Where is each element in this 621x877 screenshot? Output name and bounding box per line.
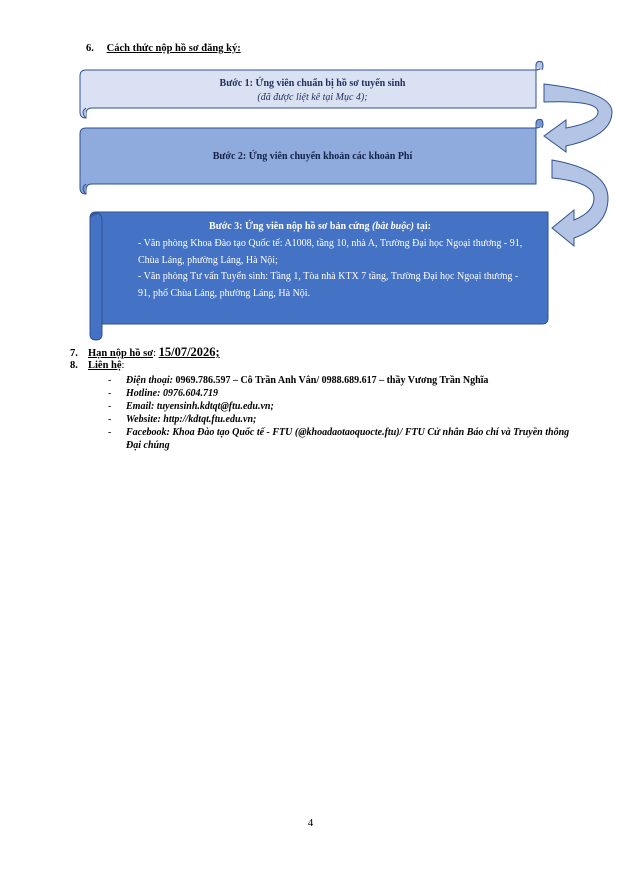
section-6-number: 6. xyxy=(86,43,94,54)
list-dash: - xyxy=(108,388,112,399)
contact-email xyxy=(108,400,578,413)
step-3-title-part-a: Bước 3: Ứng viên nộp hồ sơ bản cứng xyxy=(209,221,373,232)
facebook-text: Facebook: Khoa Đào tạo Quốc tế - FTU (@khoadaotaoquocte.ftu)/ FTU Cử nhân Báo chí và Truyền thông Đại chúng xyxy=(126,427,570,451)
list-dash: - xyxy=(108,375,112,386)
section-7-label: Hạn nộp hồ sơ xyxy=(88,348,154,359)
section-8-contact xyxy=(70,360,124,371)
phone-value: 0969.786.597 – Cô Trần Anh Vân/ 0988.689.617 – thầy Vương Trần Nghĩa xyxy=(172,375,489,386)
step-3-title xyxy=(100,220,540,234)
list-dash: - xyxy=(108,401,112,412)
step-1-title: Bước 1: Ứng viên chuẩn bị hồ sơ tuyển sinh xyxy=(219,78,406,89)
section-7-number: 7. xyxy=(70,348,78,359)
email-text: Email: tuyensinh.kdtqt@ftu.edu.vn; xyxy=(126,401,274,412)
contact-website xyxy=(108,413,578,426)
contact-hotline xyxy=(108,387,578,400)
curved-arrow-1-icon xyxy=(544,84,612,152)
step-3-text xyxy=(100,220,540,302)
section-6-title: Cách thức nộp hồ sơ đăng ký: xyxy=(106,43,241,54)
section-7-deadline xyxy=(70,345,220,360)
website-text: Website: http://kdtqt.ftu.edu.vn; xyxy=(126,414,257,425)
step-2-title: Bước 2: Ứng viên chuyển khoản các khoản Phí xyxy=(212,151,413,162)
step-3-title-part-c: tại: xyxy=(414,221,431,232)
step-1-text xyxy=(90,77,535,105)
contact-list xyxy=(108,374,578,452)
page-number: 4 xyxy=(307,817,314,829)
step-3-title-mandatory: (bắt buộc) xyxy=(372,221,414,232)
section-7-colon: : xyxy=(153,348,159,359)
curved-arrow-2-icon xyxy=(552,160,608,246)
section-8-number: 8. xyxy=(70,360,78,371)
list-dash: - xyxy=(108,414,112,425)
section-8-colon: : xyxy=(121,360,125,371)
section-8-label: Liên hệ xyxy=(88,360,122,371)
contact-facebook xyxy=(108,426,578,452)
hotline-text: Hotline: 0976.604.719 xyxy=(126,388,218,399)
phone-label: Điện thoại: xyxy=(126,375,173,386)
step-1-subtitle: (đã được liệt kê tại Mục 4); xyxy=(257,92,368,103)
step-3-office-2: - Văn phòng Tư vấn Tuyển sinh: Tầng 1, Tòa nhà KTX 7 tầng, Trường Đại học Ngoại thương - 91, phố Chùa Láng, phường Láng, Hà Nội. xyxy=(138,271,519,299)
deadline-date: 15/07/2026; xyxy=(158,345,220,359)
list-dash: - xyxy=(108,427,112,438)
contact-phone xyxy=(108,374,578,387)
step-3-office-1: - Văn phòng Khoa Đào tạo Quốc tế: A1008, tầng 10, nhà A, Trường Đại học Ngoại thương - 91, Chùa Láng, phường Láng, Hà Nội; xyxy=(138,238,523,266)
